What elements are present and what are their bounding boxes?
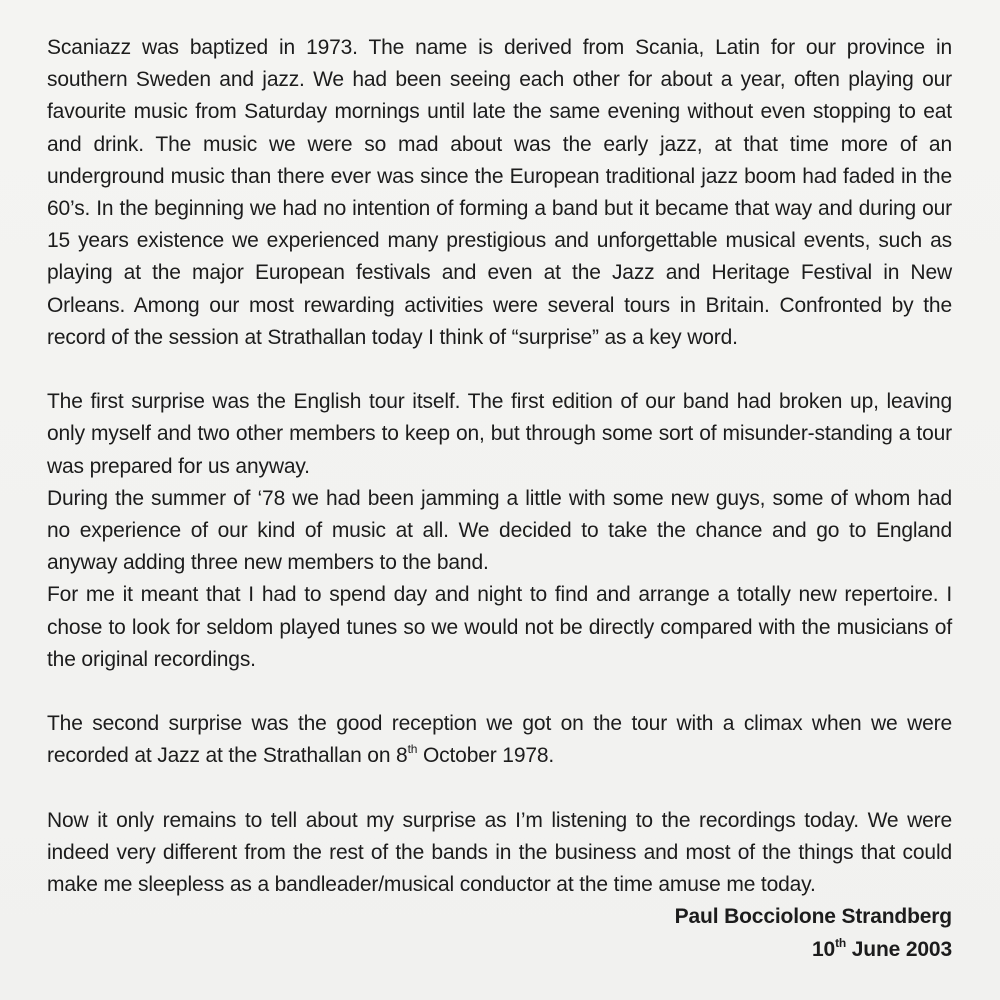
paragraph-first-surprise: The first surprise was the English tour itself. The first edition of our band had broken up, leaving only myself and two other members to keep on, but through some sort of misunder-standing a tour was prepared for us anyway. xyxy=(47,390,952,478)
signature-date xyxy=(47,934,952,966)
date-day: 10 xyxy=(812,937,836,961)
paragraph-gap xyxy=(47,773,952,805)
paragraph-gap xyxy=(47,354,952,386)
paragraph-history: Scaniazz was baptized in 1973. The name is derived from Scania, Latin for our province in southern Sweden and jazz. We had been seeing each other for about a year, often playing our favourite music from Saturday mornings until late the same evening without even stopping to eat and drink. The music we were so mad about was the early jazz, at that time more of an underground music than there ever was since the European traditional jazz boom had faded in the 60’s. In the beginning we had no intention of forming a band but it became that way and during our 15 years existence we experienced many prestigious and unforgettable musical events, such as playing at the major European festivals and even at the Jazz and Heritage Festival in New Orleans. Among our most rewarding activities were several tours in Britain. Confronted by the record of the session at Strathallan today I think of “surprise” as a key word. xyxy=(47,36,952,349)
paragraph-summer-78: During the summer of ‘78 we had been jamming a little with some new guys, some of whom had no experience of our kind of music at all. We decided to take the chance and go to England anyway adding three new members to the band. xyxy=(47,486,952,575)
date-month-year: June 2003 xyxy=(846,937,952,961)
paragraph-second-surprise xyxy=(47,708,952,772)
paragraph-repertoire: For me it meant that I had to spend day and night to find and arrange a totally new repertoire. I chose to look for seldom played tunes so we would not be directly compared with the musicians of the original recordings. xyxy=(47,583,952,671)
second-surprise-date-end: October 1978. xyxy=(417,744,555,768)
paragraph-gap xyxy=(47,676,952,708)
author-name: Paul Bocciolone Strandberg xyxy=(674,905,952,929)
date-ordinal-suffix: th xyxy=(835,935,847,950)
paragraph-final-surprise: Now it only remains to tell about my surprise as I’m listening to the recordings today. We were indeed very different from the rest of the bands in the business and most of the things that could make me sleepless as a bandleader/musical conductor at the time amuse me today. xyxy=(47,808,952,897)
second-surprise-text: The second surprise was the good reception we got on the tour with a climax when we were recorded at Jazz at the Strathallan on 8 xyxy=(47,712,952,768)
ordinal-suffix: th xyxy=(407,742,418,757)
